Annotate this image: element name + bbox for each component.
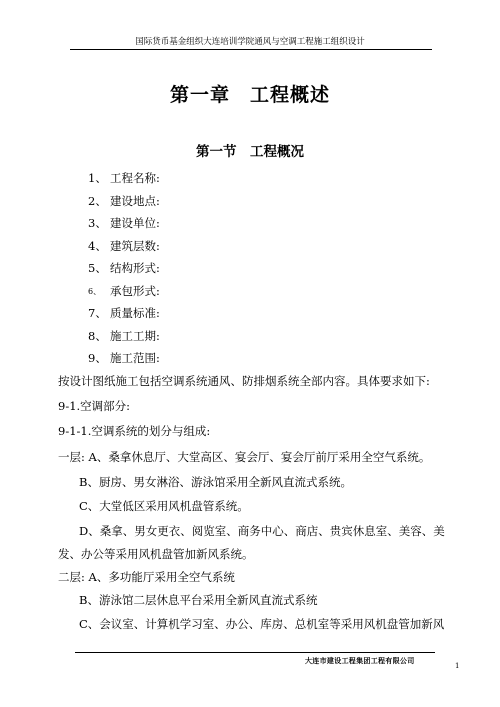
scope-paragraph: 按设计图纸施工包括空调系统通风、防排烟系统全部内容。具体要求如下:	[58, 374, 430, 388]
item-label: 建筑层数:	[110, 239, 160, 253]
item-label: 施工工期:	[110, 329, 160, 343]
floor1-item-c: C、大堂低区采用风机盘管系统。	[79, 499, 249, 513]
item-label: 承包形式:	[110, 284, 160, 298]
item-label: 工程名称:	[110, 171, 160, 185]
item-label: 质量标准:	[110, 306, 160, 320]
item-number: 2、	[88, 194, 107, 208]
footer-company: 大连市建设工程集团工程有限公司	[305, 656, 415, 665]
floor1-item-a: 一层: A、桑拿休息厅、大堂高区、宴会厅、宴会厅前厅采用全空气系统。	[58, 450, 431, 464]
page-number: 1	[455, 662, 460, 670]
ac-part-heading: 9-1.空调部分:	[58, 399, 131, 413]
item-number: 5、	[88, 261, 107, 275]
item-number: 1、	[88, 171, 107, 185]
section-title: 第一节 工程概况	[196, 144, 304, 160]
floor2-item-c: C、会议室、计算机学习室、办公、库房、总机室等采用风机盘管加新风	[79, 617, 445, 631]
item-number: 7、	[88, 306, 107, 320]
item-label: 建设单位:	[110, 216, 160, 230]
floor1-item-d: D、桑拿、男女更衣、阅览室、商务中心、商店、贵宾休息室、美容、美	[79, 524, 445, 538]
item-number: 8、	[88, 329, 107, 343]
floor1-item-b: B、厨房、男女淋浴、游泳馆采用全新风直流式系统。	[79, 475, 352, 489]
floor2-item-a: 二层: A、多功能厅采用全空气系统	[58, 570, 235, 584]
item-label: 施工范围:	[110, 351, 160, 365]
item-number: 6、	[88, 287, 102, 296]
item-number: 9、	[88, 351, 107, 365]
item-label: 建设地点:	[110, 194, 160, 208]
header-rule	[70, 49, 432, 50]
floor2-item-b: B、游泳馆二层休息平台采用全新风直流式系统	[79, 593, 318, 607]
page-header: 国际货币基金组织大连培训学院通风与空调工程施工组织设计	[135, 37, 365, 47]
floor1-item-d-cont: 发、办公等采用风机盘管加新风系统。	[58, 547, 254, 561]
footer-rule	[75, 652, 435, 653]
chapter-title: 第一章 工程概述	[169, 84, 330, 106]
ac-division-heading: 9-1-1.空调系统的划分与组成:	[58, 424, 211, 438]
item-number: 4、	[88, 239, 107, 253]
item-label: 结构形式:	[110, 261, 160, 275]
item-number: 3、	[88, 216, 107, 230]
